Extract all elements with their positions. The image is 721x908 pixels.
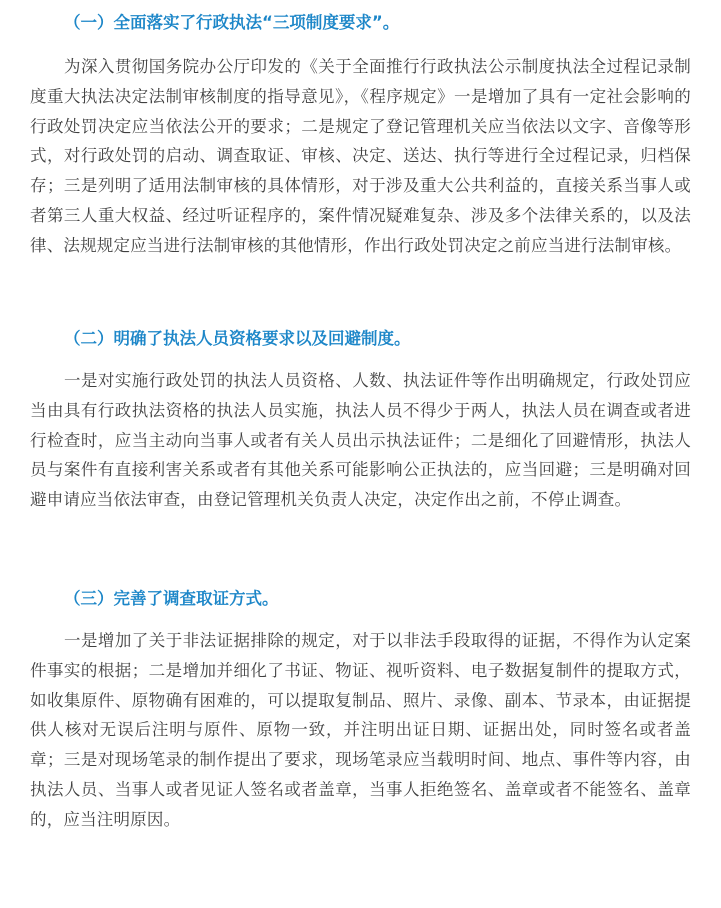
section-1 (30, 8, 691, 318)
section-2-heading: （二）明确了执法人员资格要求以及回避制度。 (64, 329, 411, 348)
section-2-paragraph: 一是对实施行政处罚的执法人员资格、人数、执法证件等作出明确规定，行政处罚应当由具有行政执法资格的执法人员实施，执法人员不得少于两人，执法人员在调查或者进行检查时，应当主动向当事人或者有关人员出示执法证件；二是细化了回避情形，执法人员与案件有直接利害关系或者有其他关系可能影响公正执法的，应当回避；三是明确对回避申请应当依法审查，由登记管理机关负责人决定，决定作出之前，不停止调查。 (30, 371, 691, 510)
section-1-paragraph: 为深入贯彻国务院办公厅印发的《关于全面推行行政执法公示制度执法全过程记录制度重大执法决定法制审核制度的指导意见》，《程序规定》一是增加了具有一定社会影响的行政处罚决定应当依法公开的要求；二是规定了登记管理机关应当依法以文字、音像等形式，对行政处罚的启动、调查取证、审核、决定、送达、执行等进行全过程记录，归档保存；三是列明了适用法制审核的具体情形，对于涉及重大公共利益的，直接关系当事人或者第三人重大权益、经过听证程序的，案件情况疑难复杂、涉及多个法律关系的，以及法律、法规规定应当进行法制审核的其他情形，作出行政处罚决定之前应当进行法制审核。 (30, 57, 691, 255)
section-2 (30, 324, 691, 572)
section-3-paragraph: 一是增加了关于非法证据排除的规定，对于以非法手段取得的证据，不得作为认定案件事实的根据；二是增加并细化了书证、物证、视听资料、电子数据复制件的提取方式，如收集原件、原物确有困难的，可以提取复制品、照片、录像、副本、节录本，由证据提供人核对无误后注明与原件、原物一致，并注明出证日期、证据出处，同时签名或者盖章；三是对现场笔录的制作提出了要求，现场笔录应当载明时间、地点、事件等内容，由执法人员、当事人或者见证人签名或者盖章，当事人拒绝签名、盖章或者不能签名、盖章的，应当注明原因。 (30, 631, 691, 829)
section-3 (30, 584, 691, 835)
section-3-heading: （三）完善了调查取证方式。 (64, 589, 279, 608)
section-1-heading: （一）全面落实了行政执法“三项制度要求”。 (64, 13, 400, 32)
